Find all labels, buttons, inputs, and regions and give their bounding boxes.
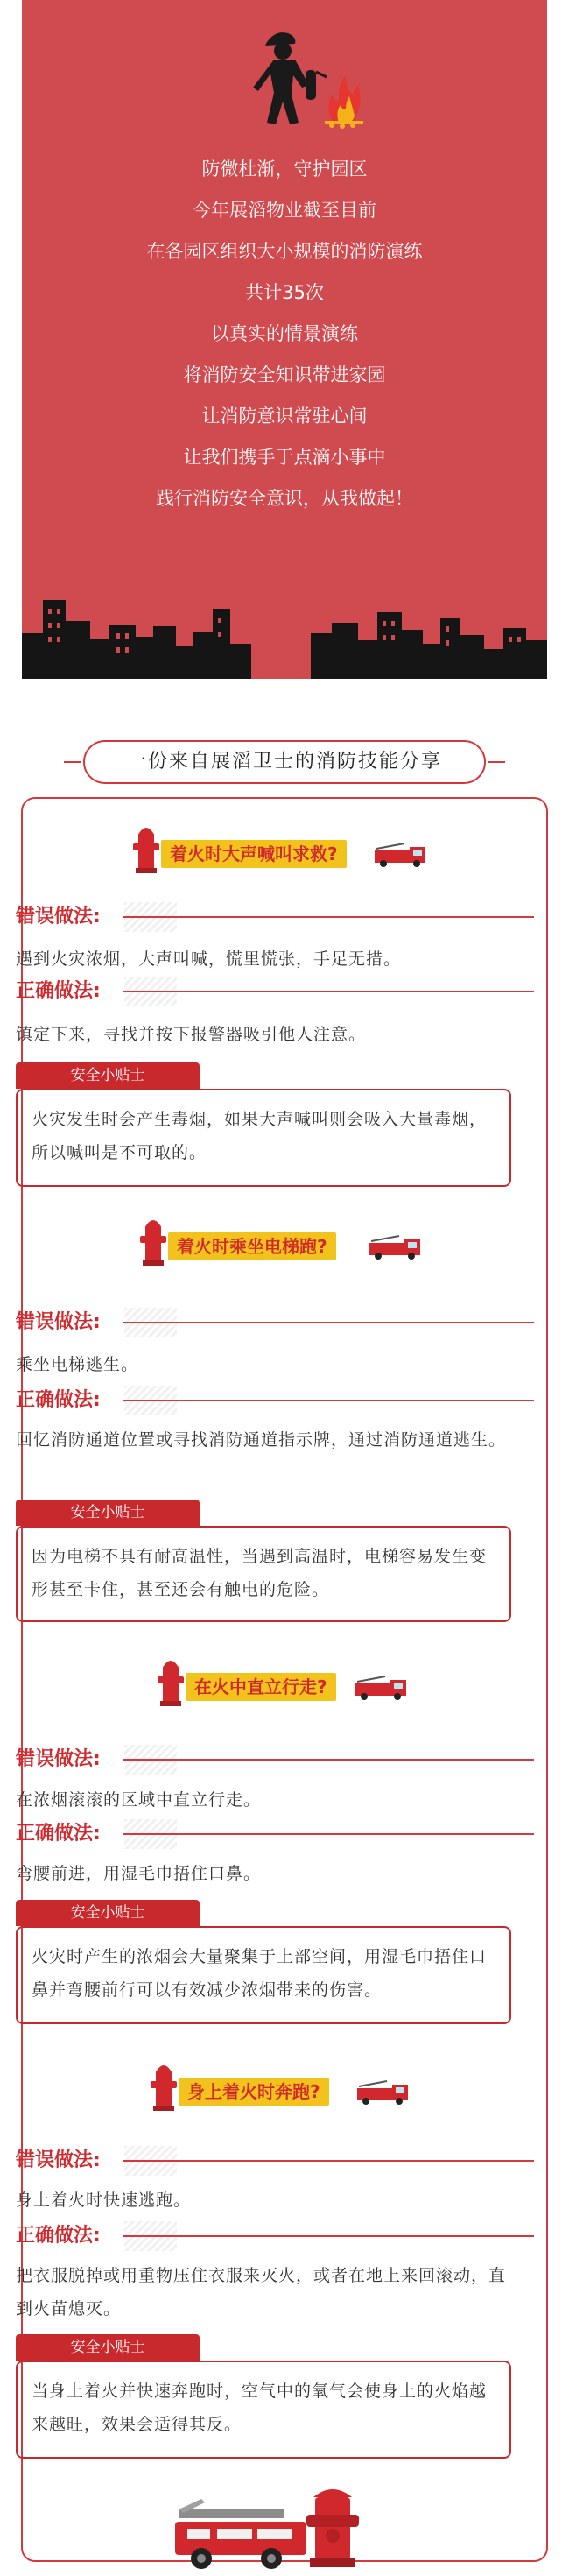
slogan-line: 以真实的情景演练 [211,323,358,344]
right-practice-label: 正确做法: [16,1823,101,1845]
right-practice-text: 镇定下来，寻找并按下报警器吸引他人注意。 [16,1025,367,1044]
safety-tip-text: 火灾发生时会产生毒烟，如果大声喊叫则会吸入大量毒烟，所以喊叫是不可取的。 [16,1089,511,1187]
wrong-practice-text: 乘坐电梯逃生。 [16,1355,139,1374]
question-header [21,1213,548,1266]
slogan-list [22,149,547,519]
slogan-line: 共计35次 [245,282,324,303]
slogan-line: 让我们携手于点滴小事中 [183,447,386,468]
hydrant-icon [158,1654,184,1706]
wrong-practice-text: 遇到火灾浓烟，大声叫喊，慌里慌张，手足无措。 [16,949,402,969]
safety-tip-text: 火灾时产生的浓烟会大量聚集于上部空间，用湿毛巾捂住口鼻并弯腰前行可以有效减少浓烟带来的伤害。 [16,1926,511,2024]
question-label: 在火中直立行走? [186,1673,336,1701]
fire-truck-icon [354,1675,408,1701]
wrong-practice-label: 错误做法: [16,1748,101,1770]
fire-truck-icon [355,2079,410,2106]
question-header [21,2058,548,2111]
right-practice-text: 把衣服脱掉或用重物压住衣服来灭火，或者在地上来回滚动，直到火苗熄灭。 [16,2266,507,2318]
slogan-line: 践行消防安全意识，从我做起！ [156,488,413,509]
divider [123,991,534,992]
safety-tip-badge: 安全小贴士 [16,2334,200,2361]
wrong-practice-label: 错误做法: [16,1311,101,1333]
right-practice-label: 正确做法: [16,2225,101,2247]
slogan-line: 让消防意识常驻心间 [201,406,368,427]
divider [123,1322,534,1323]
safety-tip-badge: 安全小贴士 [16,1900,200,1926]
slogan-line: 在各园区组织大小规模的消防演练 [146,241,423,262]
wrong-practice-label: 错误做法: [16,2149,101,2171]
wrong-practice-text: 身上着火时快速逃跑。 [16,2191,192,2210]
fire-truck-icon [373,842,427,868]
fire-truck-icon [368,1234,422,1260]
right-practice-text: 回忆消防通道位置或寻找消防通道指示牌，通过消防通道逃生。 [16,1430,507,1450]
safety-tip-badge: 安全小贴士 [16,1062,200,1089]
right-practice-label: 正确做法: [16,1389,101,1411]
hydrant-icon [140,1213,166,1266]
top-banner [22,0,547,679]
divider [123,2160,534,2162]
wrong-practice-text: 在浓烟滚滚的区域中直立行走。 [16,1790,262,1810]
divider [123,1833,534,1835]
right-practice-label: 正确做法: [16,980,101,1002]
hydrant-icon [151,2058,177,2111]
question-label: 着火时大声喊叫求救? [161,840,347,868]
hydrant-icon [133,821,159,873]
safety-tip-text: 当身上着火并快速奔跑时，空气中的氧气会使身上的火焰越来越旺，效果会适得其反。 [16,2361,511,2459]
safety-tip-text: 因为电梯不具有耐高温性，当遇到高温时，电梯容易发生变形甚至卡住，甚至还会有触电的危险。 [16,1526,511,1622]
divider [123,916,534,918]
slogan-line: 将消防安全知识带进家园 [183,364,386,385]
question-header [21,821,548,873]
firefighter-extinguisher-icon [251,25,365,130]
divider [123,1400,534,1401]
divider [123,1759,534,1761]
right-practice-text: 弯腰前进，用湿毛巾捂住口鼻。 [16,1864,262,1883]
slogan-line: 今年展滔物业截至目前 [193,200,376,221]
section-title: 一份来自展滔卫士的消防技能分享 [83,740,486,784]
slogan-line: 防微杜渐，守护园区 [201,159,368,180]
wrong-practice-label: 错误做法: [16,906,101,928]
fire-truck-hydrant-illustration [166,2483,403,2571]
question-label: 身上着火时奔跑? [179,2078,329,2106]
question-header [21,1654,548,1706]
divider [123,2235,534,2237]
question-label: 着火时乘坐电梯跑? [168,1232,336,1260]
city-skyline [22,582,547,679]
safety-tip-badge: 安全小贴士 [16,1500,200,1526]
